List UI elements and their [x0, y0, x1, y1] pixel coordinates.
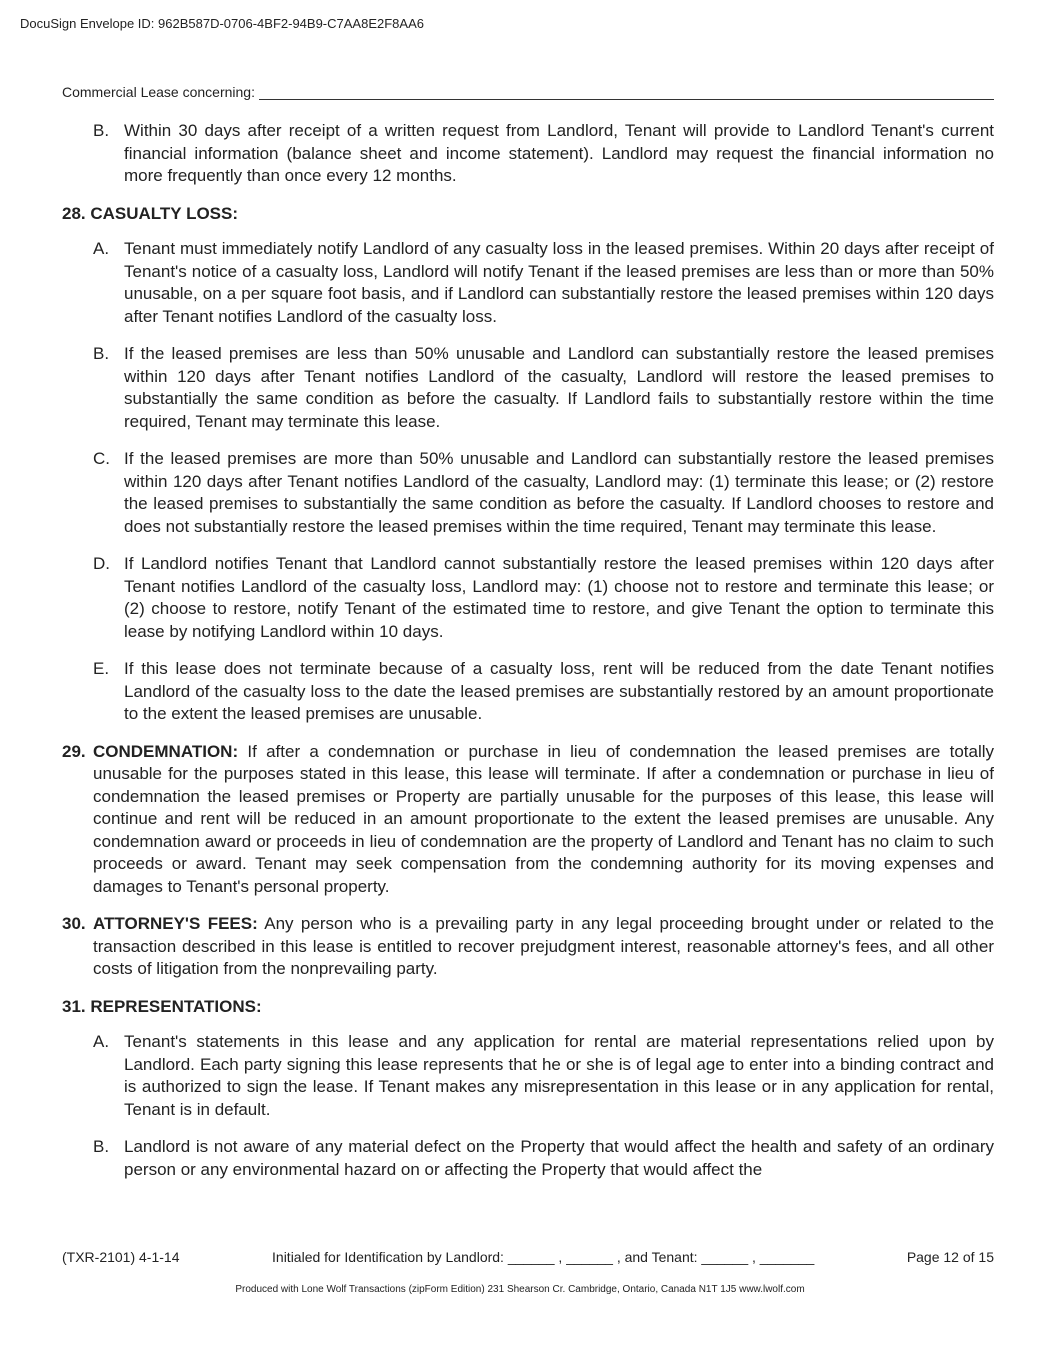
clause-letter: B. [93, 344, 110, 363]
section-title: 31. REPRESENTATIONS: [62, 996, 262, 1016]
clause-text: Tenant's statements in this lease and any application for rental are material representations relied upon by Landlord. Each party signing this lease represents that he or she is of legal age to enter into a binding contract and is authorized to sign the lease. If Tenant makes any misrepresentation in this lease or in any application for rental, Tenant is in default. [124, 1032, 994, 1119]
section-body: If after a condemnation or purchase in lieu of condemnation the leased premises are totally unusable for the purposes stated in this lease, this lease will terminate. If after a condemnation or purchase in lieu of condemnation the leased premises or Property are partially unusable for the purposes of this lease, this lease will continue and rent will be reduced in an amount proportionate to the extent the leased premises are unusable. Any condemnation award or proceeds in lieu of condemnation are the property of Landlord and Tenant has no claim to such proceeds or award. Tenant may seek compensation from the condemning authority for its moving expenses and damages to Tenant's personal property. [93, 741, 994, 896]
produced-with-note: Produced with Lone Wolf Transactions (zipForm Edition) 231 Shearson Cr. Cambridge, Ontario, Canada N1T 1J5 www.lwolf.com [235, 1284, 805, 1295]
section-30-attorneys-fees [62, 913, 994, 981]
clause-31a [62, 1031, 994, 1121]
clause-text: Landlord is not aware of any material defect on the Property that would affect the health and safety of an ordinary person or any environmental hazard on or affecting the Property that would affect the [124, 1137, 994, 1179]
clause-letter: D. [93, 554, 110, 573]
section-text [93, 913, 994, 981]
clause-text: If this lease does not terminate because of a casualty loss, rent will be reduced from the date Tenant notifies Landlord of the casualty loss to the date the leased premises are substantially restored by an amount proportionate to the extent the leased premises are unusable. [124, 659, 994, 723]
section-text [93, 741, 994, 899]
clause-27b [62, 120, 994, 188]
section-body: Any person who is a prevailing party in any legal proceeding brought under or related to the transaction described in this lease is entitled to recover prejudgment interest, reasonable attorney's fees, and all other costs of litigation from the nonprevailing party. [93, 914, 994, 978]
clause-letter: B. [93, 121, 110, 140]
clause-letter: E. [93, 659, 110, 678]
page-number: Page 12 of 15 [906, 1249, 994, 1265]
clause-letter: C. [93, 449, 110, 468]
section-28-casualty-loss [62, 203, 994, 726]
clause-text: If the leased premises are more than 50% unusable and Landlord can substantially restore the leased premises within 120 days after Tenant notifies Landlord of the casualty, Landlord may: (1) terminate this lease; or (2) restore the leased premises to substantially the same condition as before the casualty. If Landlord chooses to restore and does not substantially restore the leased premises within the time required, Tenant may terminate this lease. [124, 449, 994, 536]
initials-line: Initialed for Identification by Landlord: ______ , ______ , and Tenant: ______ , _______ [272, 1249, 815, 1265]
clause-text: Within 30 days after receipt of a written request from Landlord, Tenant will provide to Landlord Tenant's current financial information (balance sheet and income statement). Landlord may request the financial information no more frequently than once every 12 months. [124, 121, 994, 185]
clause-text: If Landlord notifies Tenant that Landlord cannot substantially restore the leased premises within 120 days after Tenant notifies Landlord of the casualty loss, Landlord may: (1) choose not to restore and terminate this lease; or (2) choose to restore, notify Tenant of the estimated time to restore, and give Tenant the option to terminate this lease by notifying Landlord within 10 days. [124, 554, 994, 641]
clause-letter: A. [93, 1032, 110, 1051]
envelope-id: DocuSign Envelope ID: 962B587D-0706-4BF2-94B9-C7AA8E2F8AA6 [20, 16, 424, 31]
clause-28b [62, 343, 994, 433]
concerning-blank-line [259, 85, 994, 100]
clause-letter: A. [93, 239, 110, 258]
section-title: CONDEMNATION: [93, 741, 239, 761]
section-29-condemnation [62, 741, 994, 899]
clause-text: If the leased premises are less than 50% unusable and Landlord can substantially restore the leased premises within 120 days after Tenant notifies Landlord of the casualty, Landlord will restore the leased premises to substantially the same condition as before the casualty. If Landlord fails to substantially restore within the time required, Tenant may terminate this lease. [124, 344, 994, 431]
section-31-representations [62, 996, 994, 1182]
lease-concerning-field [62, 84, 994, 100]
document-body [62, 120, 994, 1181]
section-title: 28. CASUALTY LOSS: [62, 203, 239, 223]
section-number: 30. [62, 914, 86, 933]
clause-28a [62, 238, 994, 328]
clause-31b [62, 1136, 994, 1181]
clause-letter: B. [93, 1137, 110, 1156]
section-title: ATTORNEY'S FEES: [93, 914, 258, 933]
clause-28c [62, 448, 994, 538]
clause-text: Tenant must immediately notify Landlord of any casualty loss in the leased premises. Within 20 days after receipt of Tenant's notice of a casualty loss, Landlord will notify Tenant if the leased premises are less than or more than 50% unusable, on a per square foot basis, and if Landlord can substantially restore the leased premises within 120 days after Tenant notifies Landlord of the casualty loss. [124, 239, 994, 326]
form-id: (TXR-2101) 4-1-14 [62, 1249, 180, 1265]
page-footer [62, 1249, 994, 1265]
section-number: 29. [62, 741, 86, 761]
clause-28e [62, 658, 994, 726]
clause-28d [62, 553, 994, 643]
concerning-label: Commercial Lease concerning: [62, 84, 255, 100]
